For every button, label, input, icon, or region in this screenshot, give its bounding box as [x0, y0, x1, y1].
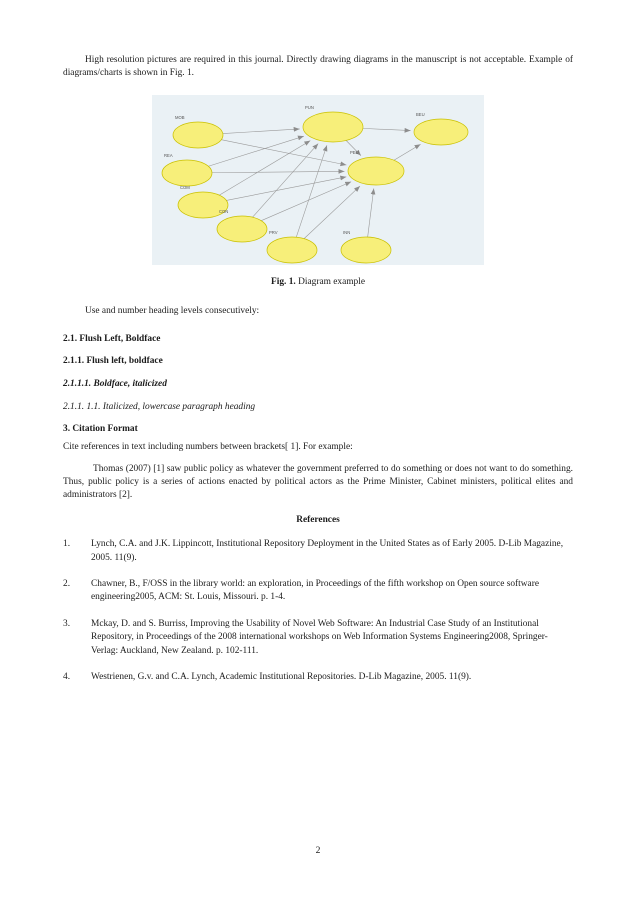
diagram-node-peu[interactable]: [348, 150, 404, 185]
node-shape: [341, 237, 391, 263]
node-label: CON: [219, 209, 229, 215]
diagram-edge: [368, 189, 374, 238]
heading-level-2-1: 2.1. Flush Left, Boldface: [63, 333, 161, 344]
citation-example-paragraph: Thomas (2007) [1] saw public policy as whatever the government preferred to do something or does not want to do something. Thus, public policy is a series of actions enacted by political actors as the Prime Minister, Cabinet ministers, political elites and administrators [2].: [63, 464, 573, 500]
node-label: INN: [343, 230, 351, 236]
diagram-edge: [212, 172, 345, 173]
figure-caption: [63, 277, 573, 287]
node-label: PEU: [350, 150, 359, 156]
reference-text: Chawner, B., F/OSS in the library world: an exploration, in Proceedings of the fifth workshop on Open source software engineering2005, ACM: St. Louis, Missouri. p. 1-4.: [91, 578, 539, 603]
diagram-edge: [304, 186, 360, 239]
node-label: REA: [164, 153, 173, 159]
node-shape: [217, 216, 267, 242]
reference-number: 1.: [63, 539, 71, 550]
reference-text: Lynch, C.A. and J.K. Lippincott, Institutional Repository Deployment in the United States as of Early 2005. D-Lib Magazine, 2005. 11(9).: [91, 539, 564, 563]
reference-item: [63, 618, 573, 658]
node-label: BEU: [416, 112, 425, 118]
node-shape: [162, 160, 212, 186]
diagram-node-prv[interactable]: [267, 230, 317, 263]
citation-intro-paragraph: Cite references in text including numbers between brackets[ 1]. For example:: [63, 441, 353, 452]
heading-level-2-1-1-1: 2.1.1.1. Boldface, italicized: [63, 378, 167, 389]
node-shape: [348, 157, 404, 185]
diagram-edge: [296, 145, 327, 237]
diagram-node-rea[interactable]: [162, 153, 212, 186]
diagram-edge: [208, 136, 304, 166]
node-shape: [303, 112, 363, 142]
diagram-edge: [253, 144, 319, 218]
diagram-panel: [152, 95, 484, 265]
reference-item: [63, 538, 573, 565]
node-shape: [267, 237, 317, 263]
figure-caption-label: Fig. 1.: [271, 277, 296, 288]
page-content: [63, 54, 573, 684]
diagram-edge: [223, 129, 300, 134]
heading-citation-format: 3. Citation Format: [63, 424, 138, 435]
reference-number: 3.: [63, 618, 71, 629]
node-label: PUN: [305, 105, 314, 111]
heading-intro-paragraph: Use and number heading levels consecutively:: [85, 306, 260, 317]
reference-number: 2.: [63, 578, 71, 589]
intro-paragraph: High resolution pictures are required in this journal. Directly drawing diagrams in the manuscript is not acceptable. Example of diagrams/charts is shown in Fig. 1.: [63, 55, 573, 78]
diagram-node-mob[interactable]: [173, 115, 223, 148]
diagram-edge: [221, 140, 346, 165]
reference-text: Mckay, D. and S. Burriss, Improving the Usability of Novel Web Software: An Industrial Case Study of an Institutional Repository, in Proceedings of the 2008 international workshops on Web Information Systems Engineering2008, Springer-Verlag: Auckland, New Zealand. p. 102-111.: [91, 618, 548, 656]
references-list: [63, 538, 573, 684]
diagram-nodes: [162, 105, 468, 263]
reference-item: [63, 671, 573, 684]
diagram-node-pun[interactable]: [303, 105, 363, 142]
node-shape: [178, 192, 228, 218]
page-number: 2: [315, 845, 321, 856]
heading-level-paragraph: 2.1.1. 1.1. Italicized, lowercase paragraph heading: [63, 401, 256, 412]
diagram-edge: [363, 129, 411, 131]
reference-text: Westrienen, G.v. and C.A. Lynch, Academic Institutional Repositories. D-Lib Magazine, 2005. 11(9).: [91, 671, 472, 682]
diagram-svg: [152, 95, 484, 265]
node-label: PRV: [269, 230, 278, 236]
figure-1: [63, 95, 573, 265]
node-label: MOB: [175, 115, 185, 121]
diagram-node-inn[interactable]: [341, 230, 391, 263]
node-shape: [173, 122, 223, 148]
heading-level-2-1-1: 2.1.1. Flush left, boldface: [63, 356, 163, 367]
node-shape: [414, 119, 468, 145]
references-heading: References: [296, 515, 340, 526]
diagram-node-con[interactable]: [217, 209, 267, 242]
node-label: COM: [180, 185, 190, 191]
figure-caption-text: Diagram example: [298, 277, 365, 288]
diagram-edge: [394, 144, 421, 160]
diagram-node-beu[interactable]: [414, 112, 468, 145]
diagram-edge: [261, 182, 351, 221]
reference-number: 4.: [63, 671, 71, 682]
reference-item: [63, 578, 573, 605]
